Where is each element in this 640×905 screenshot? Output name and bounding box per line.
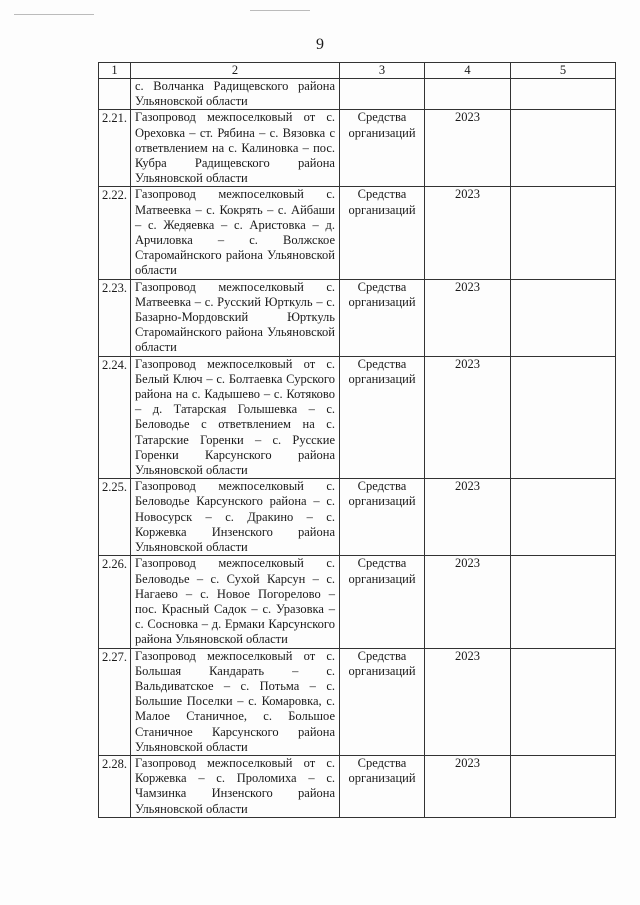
row-number: 2.24.: [99, 356, 131, 479]
note: [511, 187, 616, 279]
object-name: Газопровод межпоселковый с. Беловодье – с. Сухой Карсун – с. Нагаево – с. Новое Погорелово – пос. Красный Садок – с. Уразовка – с. Сосновка – д. Ермаки Карсунского района Ульяновской области: [131, 556, 340, 648]
year: 2023: [425, 110, 511, 187]
row-number: 2.22.: [99, 187, 131, 279]
object-name: Газопровод межпоселковый от с. Большая Кандарать – с. Вальдиватское – с. Потьма – с. Большие Поселки – с. Комаровка, с. Малое Станичное, с. Большое Станичное Карсунского района Ульяновской области: [131, 648, 340, 755]
object-name: Газопровод межпоселковый от с. Коржевка – с. Проломиха – с. Чамзинка Инзенского района Ульяновской области: [131, 755, 340, 817]
funding-source: Средства организаций: [340, 279, 425, 356]
funding-source: Средства организаций: [340, 648, 425, 755]
year: [425, 79, 511, 110]
note: [511, 648, 616, 755]
table-row: [99, 556, 616, 648]
column-header-5: 5: [511, 63, 616, 79]
row-number: 2.25.: [99, 479, 131, 556]
object-name: Газопровод межпоселковый с. Беловодье Карсунского района – с. Новосурск – с. Дракино – с. Коржевка Инзенского района Ульяновской области: [131, 479, 340, 556]
table-body: [99, 79, 616, 818]
note: [511, 110, 616, 187]
page-number: 9: [316, 36, 324, 53]
note: [511, 556, 616, 648]
row-number: 2.27.: [99, 648, 131, 755]
note: [511, 479, 616, 556]
scan-edge-mark: [250, 10, 310, 11]
object-name: с. Волчанка Радищевского района Ульяновской области: [131, 79, 340, 110]
table-row: [99, 279, 616, 356]
table-row: [99, 479, 616, 556]
object-name: Газопровод межпоселковый от с. Ореховка – ст. Рябина – с. Вязовка с ответвлением на с. Калиновка – пос. Кубра Радищевского района Ульяновской области: [131, 110, 340, 187]
row-number: 2.28.: [99, 755, 131, 817]
note: [511, 279, 616, 356]
funding-source: Средства организаций: [340, 755, 425, 817]
table-row-continuation: [99, 79, 616, 110]
note: [511, 356, 616, 479]
header-row: [99, 63, 616, 79]
funding-source: Средства организаций: [340, 479, 425, 556]
year: 2023: [425, 755, 511, 817]
year: 2023: [425, 187, 511, 279]
column-header-2: 2: [131, 63, 340, 79]
object-name: Газопровод межпоселковый от с. Белый Ключ – с. Болтаевка Сурского района на с. Кадышево – с. Котяково – д. Татарская Голышевка – с. Беловодье с ответвлением на с. Татарские Горенки – с. Русские Горенки Карсунского района Ульяновской области: [131, 356, 340, 479]
funding-source: Средства организаций: [340, 110, 425, 187]
row-number: [99, 79, 131, 110]
funding-source: Средства организаций: [340, 556, 425, 648]
column-header-4: 4: [425, 63, 511, 79]
year: 2023: [425, 648, 511, 755]
funding-source: Средства организаций: [340, 356, 425, 479]
year: 2023: [425, 279, 511, 356]
year: 2023: [425, 479, 511, 556]
object-name: Газопровод межпоселковый с. Матвеевка – с. Русский Юрткуль – с. Базарно-Мордовский Юрткуль Старомайнского района Ульяновской области: [131, 279, 340, 356]
row-number: 2.23.: [99, 279, 131, 356]
funding-source: [340, 79, 425, 110]
table-row: [99, 187, 616, 279]
note: [511, 755, 616, 817]
scan-edge-mark: [14, 14, 94, 15]
table-row: [99, 110, 616, 187]
table-row: [99, 755, 616, 817]
year: 2023: [425, 556, 511, 648]
column-header-3: 3: [340, 63, 425, 79]
object-name: Газопровод межпоселковый с. Матвеевка – с. Кокрять – с. Айбаши – с. Жедяевка – с. Аристовка – д. Арчиловка – с. Волжское Старомайнского района Ульяновской области: [131, 187, 340, 279]
funding-source: Средства организаций: [340, 187, 425, 279]
note: [511, 79, 616, 110]
investment-table: [98, 62, 616, 818]
column-header-1: 1: [99, 63, 131, 79]
table-row: [99, 648, 616, 755]
row-number: 2.21.: [99, 110, 131, 187]
row-number: 2.26.: [99, 556, 131, 648]
year: 2023: [425, 356, 511, 479]
table-row: [99, 356, 616, 479]
